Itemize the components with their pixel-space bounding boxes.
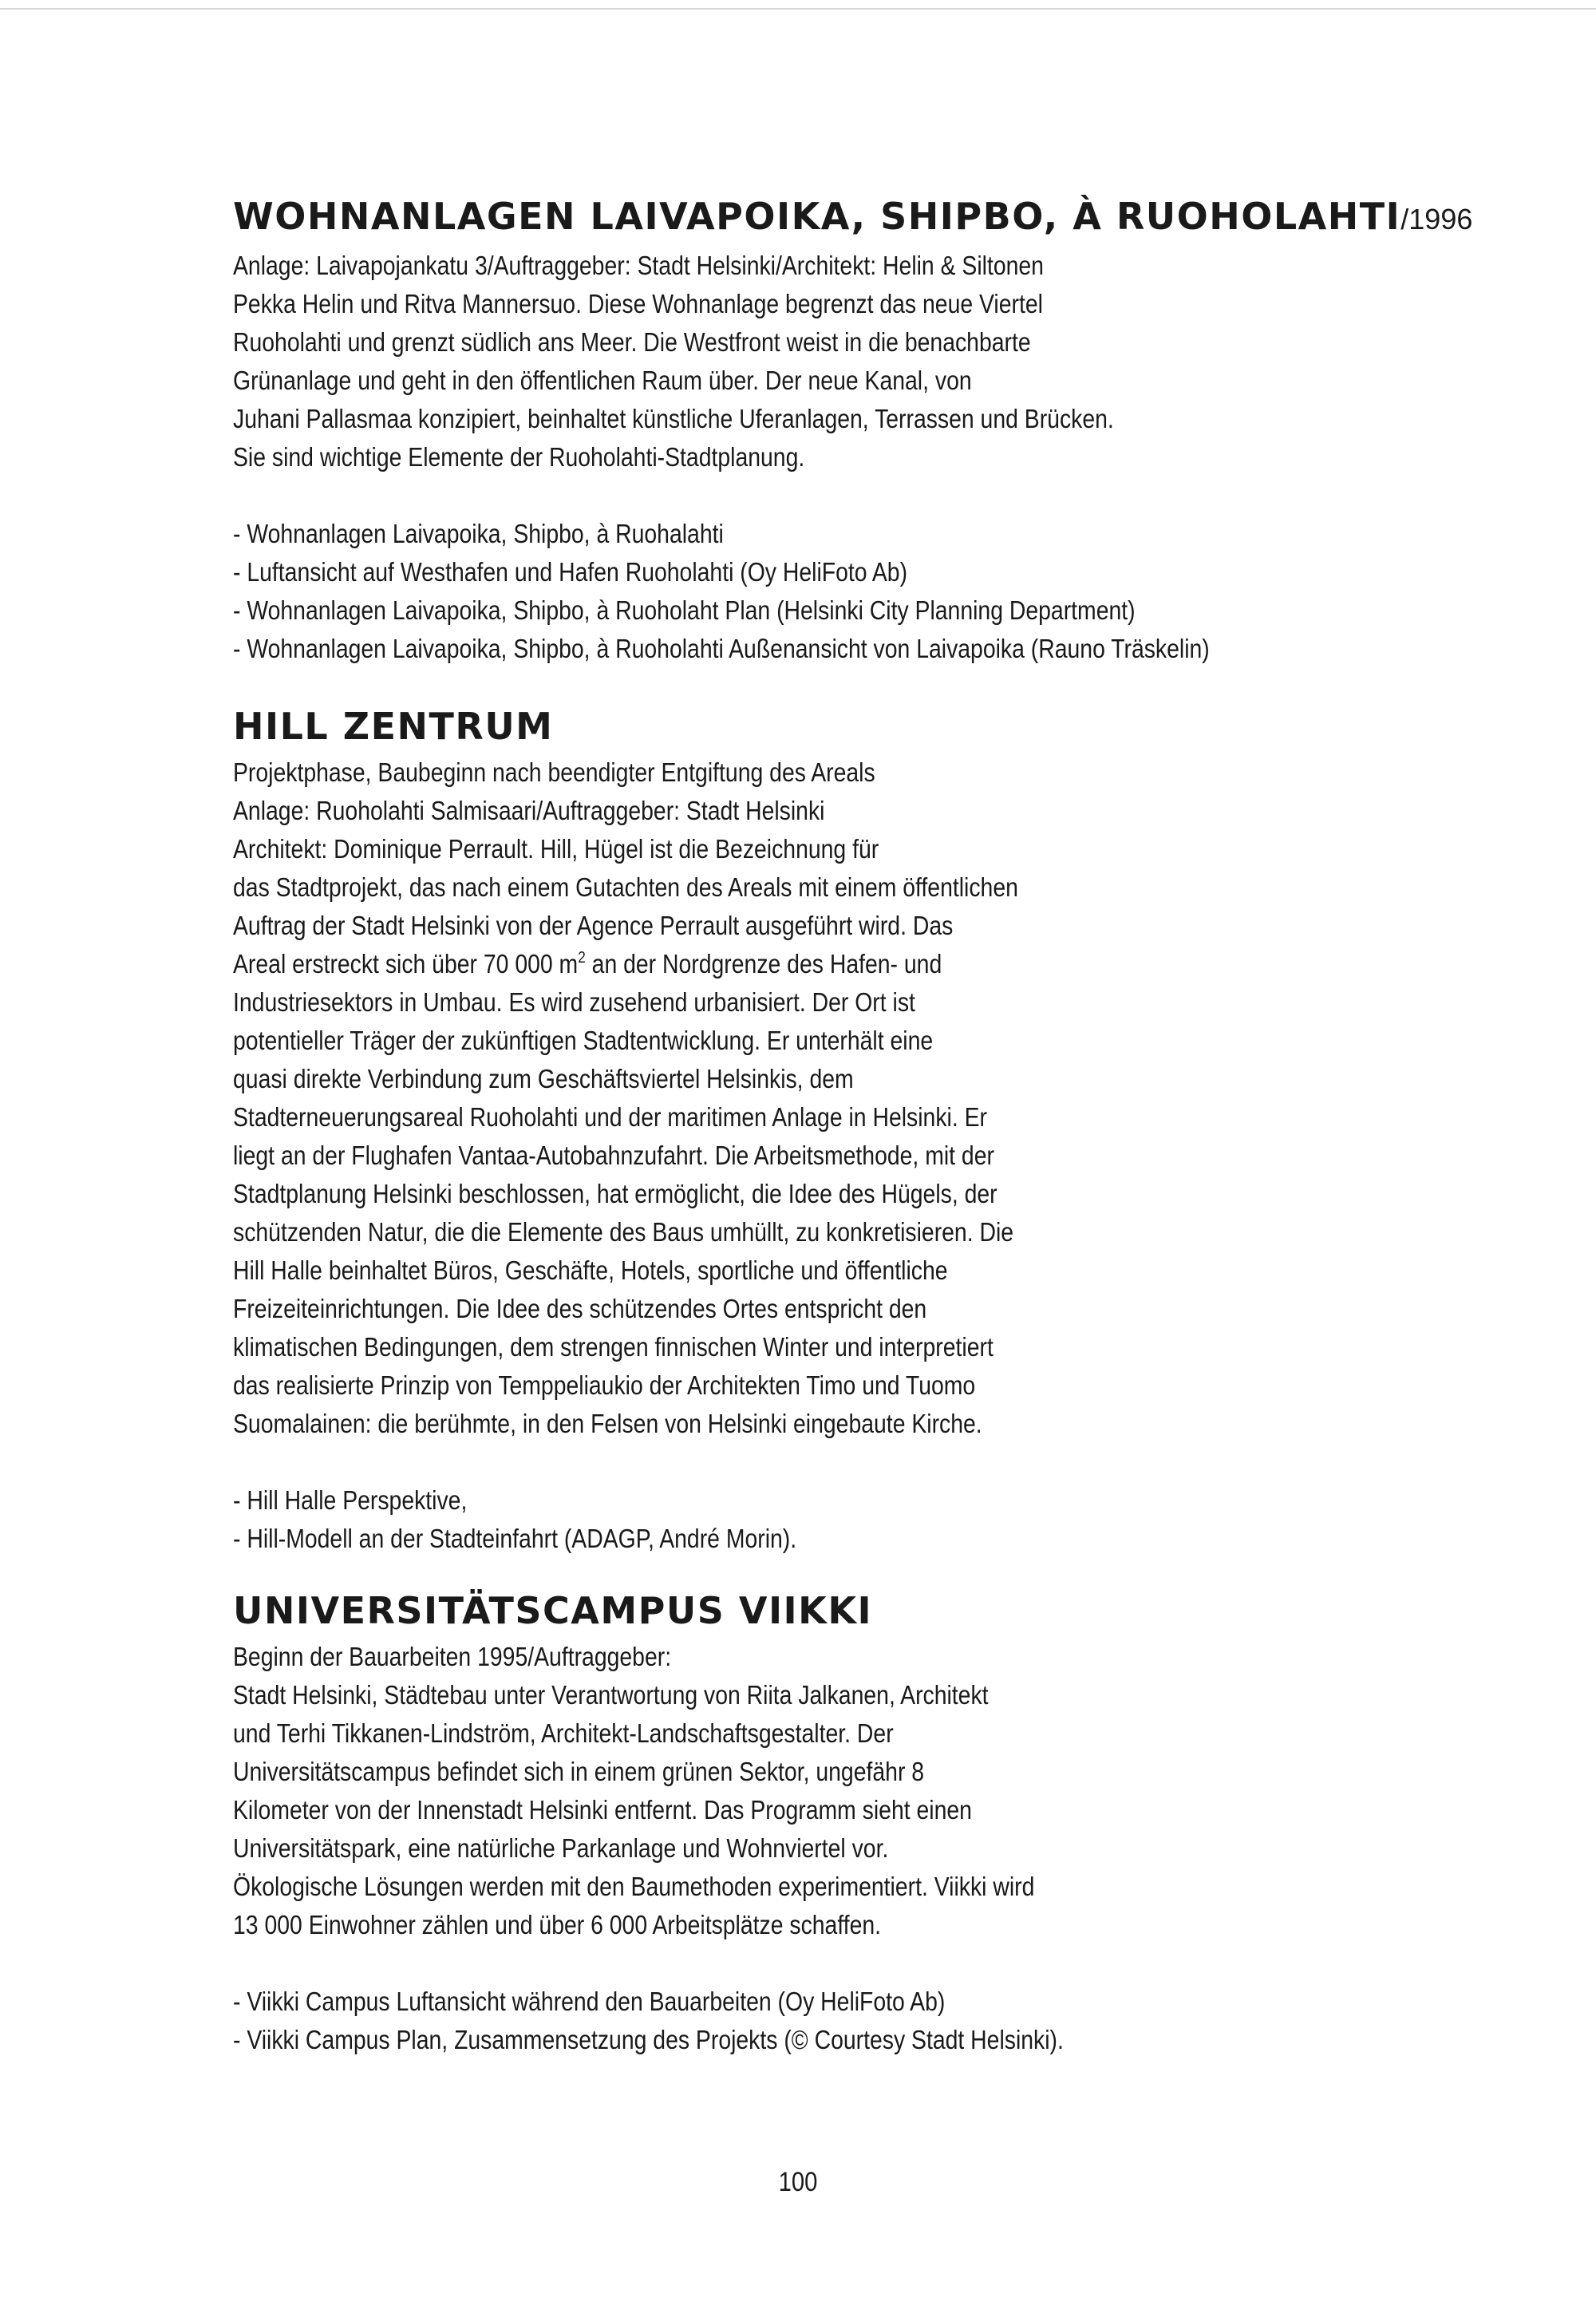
body-line: Ruoholahti und grenzt südlich ans Meer. Die Westfront weist in die benachbarte — [233, 327, 1031, 357]
body-line: Kilometer von der Innenstadt Helsinki entfernt. Das Programm sieht einen — [233, 1795, 972, 1825]
section-year: /1996 — [1400, 203, 1473, 235]
area-text-after: an der Nordgrenze des Hafen- und — [585, 949, 942, 979]
caption-item: - Hill Halle Perspektive, — [233, 1485, 468, 1515]
area-text-before: Areal erstreckt sich über 70 000 m — [233, 949, 579, 979]
superscript-2: 2 — [578, 949, 586, 967]
body-line: Industriesektors in Umbau. Es wird zusehend urbanisiert. Der Ort ist — [233, 987, 915, 1017]
body-line: quasi direkte Verbindung zum Geschäftsviertel Helsinkis, dem — [233, 1064, 854, 1093]
section-title: HILL ZENTRUM — [233, 705, 554, 748]
caption-item: - Luftansicht auf Westhafen und Hafen Ruoholahti (Oy HeliFoto Ab) — [233, 557, 908, 587]
page-number: 100 — [778, 2167, 818, 2197]
body-line: Anlage: Ruoholahti Salmisaari/Auftraggeber: Stadt Helsinki — [233, 796, 825, 825]
section-text — [233, 753, 1571, 1558]
body-line: Ökologische Lösungen werden mit den Baumethoden experimentiert. Viikki wird — [233, 1872, 1035, 1901]
body-line: Suomalainen: die berühmte, in den Felsen von Helsinki eingebaute Kirche. — [233, 1409, 982, 1438]
body-line: Pekka Helin und Ritva Mannersuo. Diese Wohnanlage begrenzt das neue Viertel — [233, 289, 1043, 318]
body-line: Universitätscampus befindet sich in einem grünen Sektor, ungefähr 8 — [233, 1757, 925, 1786]
section-text — [233, 247, 1571, 668]
caption-item: - Wohnanlagen Laivapoika, Shipbo, à Ruoholahti Außenansicht von Laivapoika (Rauno Träskelin) — [233, 634, 1210, 663]
body-line: das Stadtprojekt, das nach einem Gutachten des Areals mit einem öffentlichen — [233, 872, 1018, 902]
body-line: Auftrag der Stadt Helsinki von der Agence Perrault ausgeführt wird. Das — [233, 911, 954, 940]
body-line: Freizeiteinrichtungen. Die Idee des schützendes Ortes entspricht den — [233, 1294, 927, 1323]
body-line: Hill Halle beinhaltet Büros, Geschäfte, Hotels, sportliche und öffentliche — [233, 1255, 948, 1285]
body-line: Projektphase, Baubeginn nach beendigter Entgiftung des Areals — [233, 757, 875, 787]
caption-item: - Viikki Campus Plan, Zusammensetzung des Projekts (© Courtesy Stadt Helsinki). — [233, 2025, 1064, 2054]
body-line: Stadterneuerungsareal Ruoholahti und der maritimen Anlage in Helsinki. Er — [233, 1102, 987, 1132]
caption-list — [233, 1983, 1571, 2059]
caption-item: - Wohnanlagen Laivapoika, Shipbo, à Ruohalahti — [233, 519, 724, 548]
body-line: und Terhi Tikkanen-Lindström, Architekt-Landschaftsgestalter. Der — [233, 1718, 894, 1748]
body-line: Beginn der Bauarbeiten 1995/Auftraggeber: — [233, 1642, 672, 1671]
body-line: Stadtplanung Helsinki beschlossen, hat ermöglicht, die Idee des Hügels, der — [233, 1179, 998, 1208]
section-text — [233, 1638, 1571, 2059]
body-line: das realisierte Prinzip von Temppeliaukio der Architekten Timo und Tuomo — [233, 1370, 976, 1400]
section-viikki — [233, 1588, 1574, 2059]
section-title: UNIVERSITÄTSCAMPUS VIIKKI — [233, 1589, 873, 1632]
caption-item: - Viikki Campus Luftansicht während den Bauarbeiten (Oy HeliFoto Ab) — [233, 1987, 946, 2016]
caption-item: - Wohnanlagen Laivapoika, Shipbo, à Ruoholaht Plan (Helsinki City Planning Department) — [233, 595, 1136, 625]
body-line: klimatischen Bedingungen, dem strengen finnischen Winter und interpretiert — [233, 1332, 994, 1362]
body-line: potentieller Träger der zukünftigen Stadtentwicklung. Er unterhält eine — [233, 1026, 934, 1055]
top-border-line — [0, 8, 1596, 10]
body-line: schützenden Natur, die die Elemente des Baus umhüllt, zu konkretisieren. Die — [233, 1217, 1014, 1247]
caption-item: - Hill-Modell an der Stadteinfahrt (ADAGP, André Morin). — [233, 1524, 797, 1553]
body-line: Anlage: Laivapojankatu 3/Auftraggeber: Stadt Helsinki/Architekt: Helin & Siltonen — [233, 251, 1044, 280]
section-title — [233, 194, 1574, 242]
section-title-text: WOHNANLAGEN LAIVAPOIKA, SHIPBO, À RUOHOLAHTI — [233, 195, 1401, 238]
section-laivapoika — [233, 194, 1574, 668]
section-hill-zentrum — [233, 704, 1574, 1558]
body-line-area — [233, 945, 1571, 983]
body-line: Universitätspark, eine natürliche Parkanlage und Wohnviertel vor. — [233, 1833, 889, 1863]
body-line: Stadt Helsinki, Städtebau unter Verantwortung von Riita Jalkanen, Architekt — [233, 1680, 989, 1710]
caption-list — [233, 515, 1571, 668]
body-line: Architekt: Dominique Perrault. Hill, Hügel ist die Bezeichnung für — [233, 834, 879, 864]
body-line: 13 000 Einwohner zählen und über 6 000 Arbeitsplätze schaffen. — [233, 1910, 882, 1939]
caption-list — [233, 1481, 1571, 1558]
body-line: Grünanlage und geht in den öffentlichen Raum über. Der neue Kanal, von — [233, 366, 972, 395]
body-line: Sie sind wichtige Elemente der Ruoholahti-Stadtplanung. — [233, 442, 805, 472]
body-line: Juhani Pallasmaa konzipiert, beinhaltet künstliche Uferanlagen, Terrassen und Brücken. — [233, 404, 1114, 433]
body-line: liegt an der Flughafen Vantaa-Autobahnzufahrt. Die Arbeitsmethode, mit der — [233, 1141, 994, 1170]
